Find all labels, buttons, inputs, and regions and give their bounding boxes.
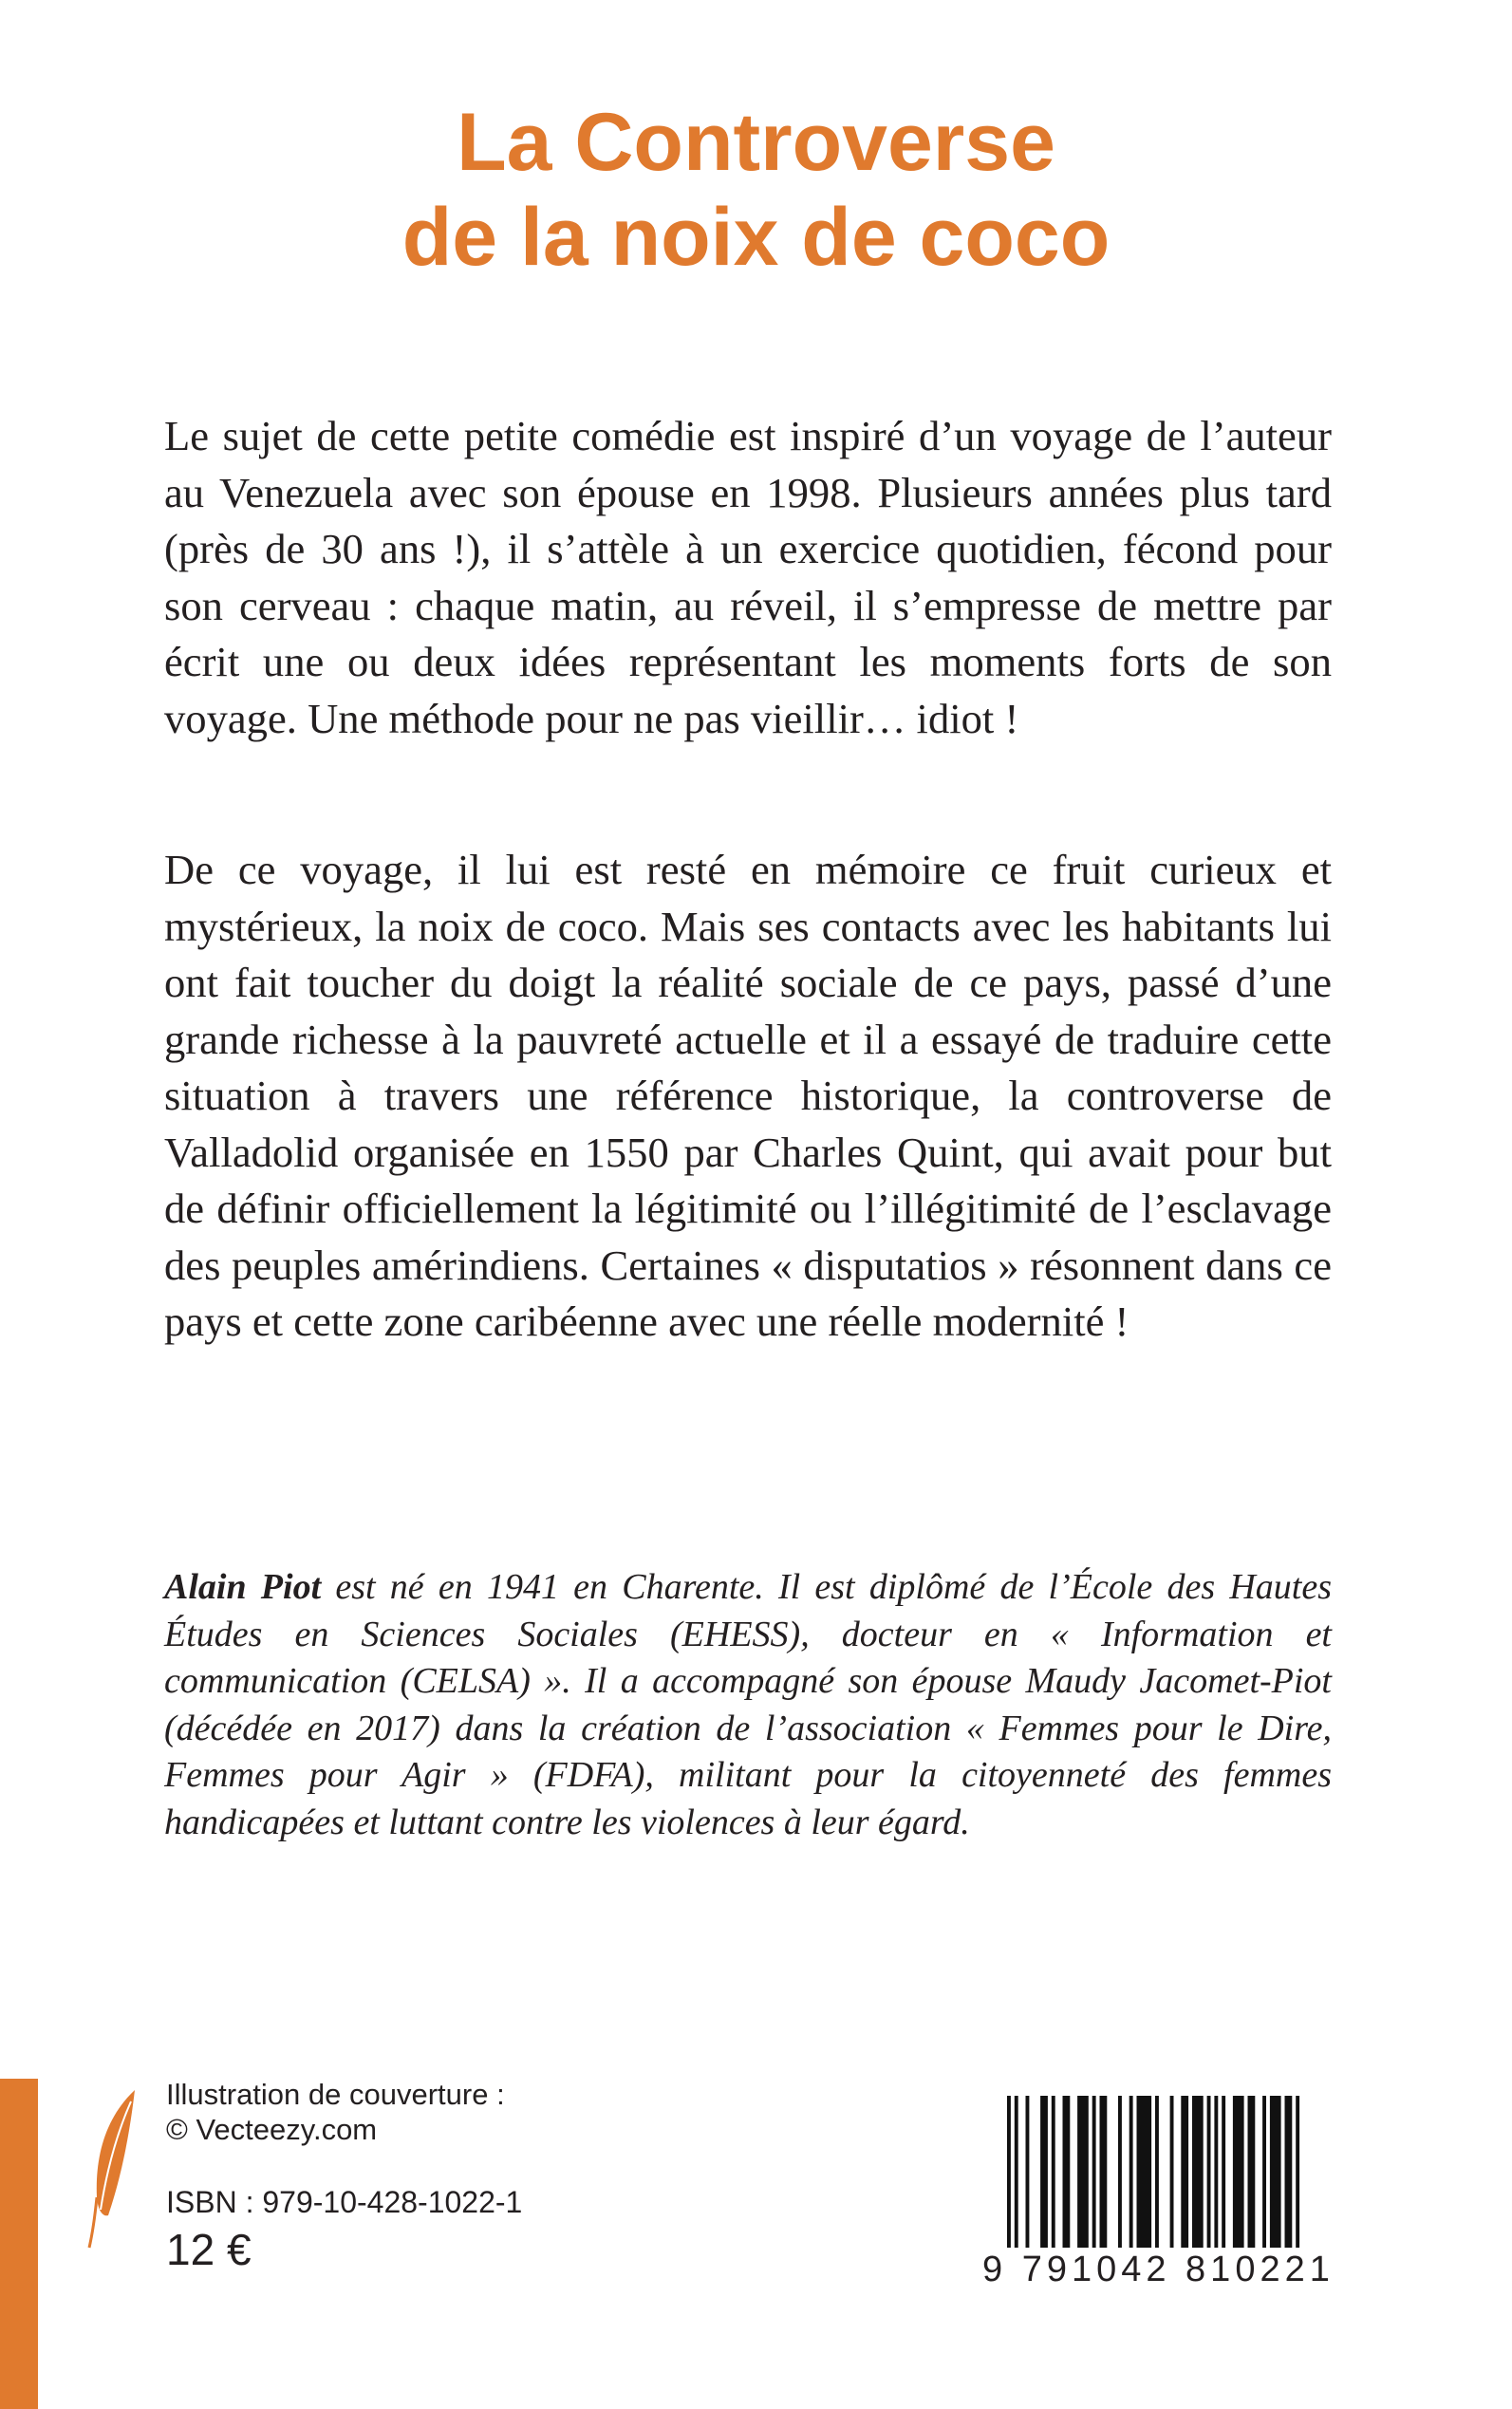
barcode-bar <box>1181 2096 1188 2248</box>
barcode-bar <box>1118 2096 1122 2248</box>
cover-credits <box>166 2077 505 2147</box>
summary-paragraph-2-text: De ce voyage, il lui est resté en mémoire ce fruit curieux et mystérieux, la noix de coco. Mais ses contacts avec les habitants lui ont fait toucher du doigt la réalité sociale de ce pays, passé d’une grande richesse à la pauvreté actuelle et il a essayé de traduire cette situation à travers une référence historique, la controverse de Valladolid organisée en 1550 par Charles Quint, qui avait pour but de définir officiellement la légitimité ou l’illégitimité de l’esclavage des peuples amérindiens. Certaines « disputatios » résonnent dans ce pays et cette zone caribéenne avec une réelle modernité ! <box>164 846 1332 1345</box>
barcode-bar <box>1092 2096 1096 2248</box>
barcode-bar <box>1129 2096 1133 2248</box>
price: 12 € <box>166 2225 252 2274</box>
feather-icon <box>87 2088 144 2250</box>
barcode-bar <box>1285 2096 1293 2248</box>
barcode-bar <box>1026 2096 1030 2248</box>
barcode-bar <box>1192 2096 1204 2248</box>
barcode-bar <box>1270 2096 1281 2248</box>
isbn-number: ISBN : 979-10-428-1022-1 <box>166 2185 523 2219</box>
summary-paragraph-2 <box>164 842 1332 1351</box>
barcode-bar <box>1248 2096 1256 2248</box>
book-title-line-1: La Controverse <box>457 97 1055 188</box>
barcode-bar <box>1170 2096 1174 2248</box>
barcode-bar <box>1077 2096 1089 2248</box>
author-name: Alain Piot <box>164 1567 322 1607</box>
barcode <box>982 2086 1335 2314</box>
book-title-line-2: de la noix de coco <box>401 192 1111 283</box>
barcode-bar <box>1063 2096 1071 2248</box>
barcode-bar <box>1100 2096 1108 2248</box>
barcode-icon <box>994 2096 1313 2252</box>
barcode-bar <box>1155 2096 1159 2248</box>
barcode-bar <box>1015 2096 1018 2248</box>
barcode-bar <box>1040 2096 1048 2248</box>
barcode-bar <box>1296 2096 1299 2248</box>
illustration-source: © Vecteezy.com <box>166 2113 378 2146</box>
barcode-bar <box>1222 2096 1225 2248</box>
accent-side-bar <box>0 2079 38 2409</box>
author-bio-text: est né en 1941 en Charente. Il est diplômé de l’École des Hautes Études en Sciences Sociales (EHESS), docteur en « Information et communication (CELSA) ». Il a accompagné son épouse Maudy Jacomet-Piot (décédée en 2017) dans la création de l’association « Femmes pour le Dire, Femmes pour Agir » (FDFA), militant pour la citoyenneté des femmes handicapées et luttant contre les violences à leur égard. <box>164 1567 1333 1842</box>
illustration-label: Illustration de couverture : <box>166 2078 505 2111</box>
book-title <box>0 95 1512 285</box>
barcode-bar <box>1052 2096 1055 2248</box>
barcode-digits: 9 791042 810221 <box>982 2250 1335 2289</box>
summary-paragraph-1-text: Le sujet de cette petite comédie est inspiré d’un voyage de l’auteur au Venezuela avec son épouse en 1998. Plusieurs années plus tard (près de 30 ans !), il s’attèle à un exercice quotidien, fécond pour son cerveau : chaque matin, au réveil, il s’empresse de mettre par écrit une ou deux idées représentant les moments forts de son voyage. Une méthode pour ne pas vieillir… idiot ! <box>164 412 1332 742</box>
barcode-bar <box>1007 2096 1011 2248</box>
barcode-bar <box>1137 2096 1152 2248</box>
barcode-bar <box>1214 2096 1218 2248</box>
barcode-bar <box>1233 2096 1244 2248</box>
author-bio <box>164 1564 1332 1846</box>
barcode-bar <box>1207 2096 1211 2248</box>
barcode-bar <box>1262 2096 1266 2248</box>
author-bio-paragraph <box>164 1564 1332 1846</box>
summary-paragraph-1 <box>164 408 1332 747</box>
